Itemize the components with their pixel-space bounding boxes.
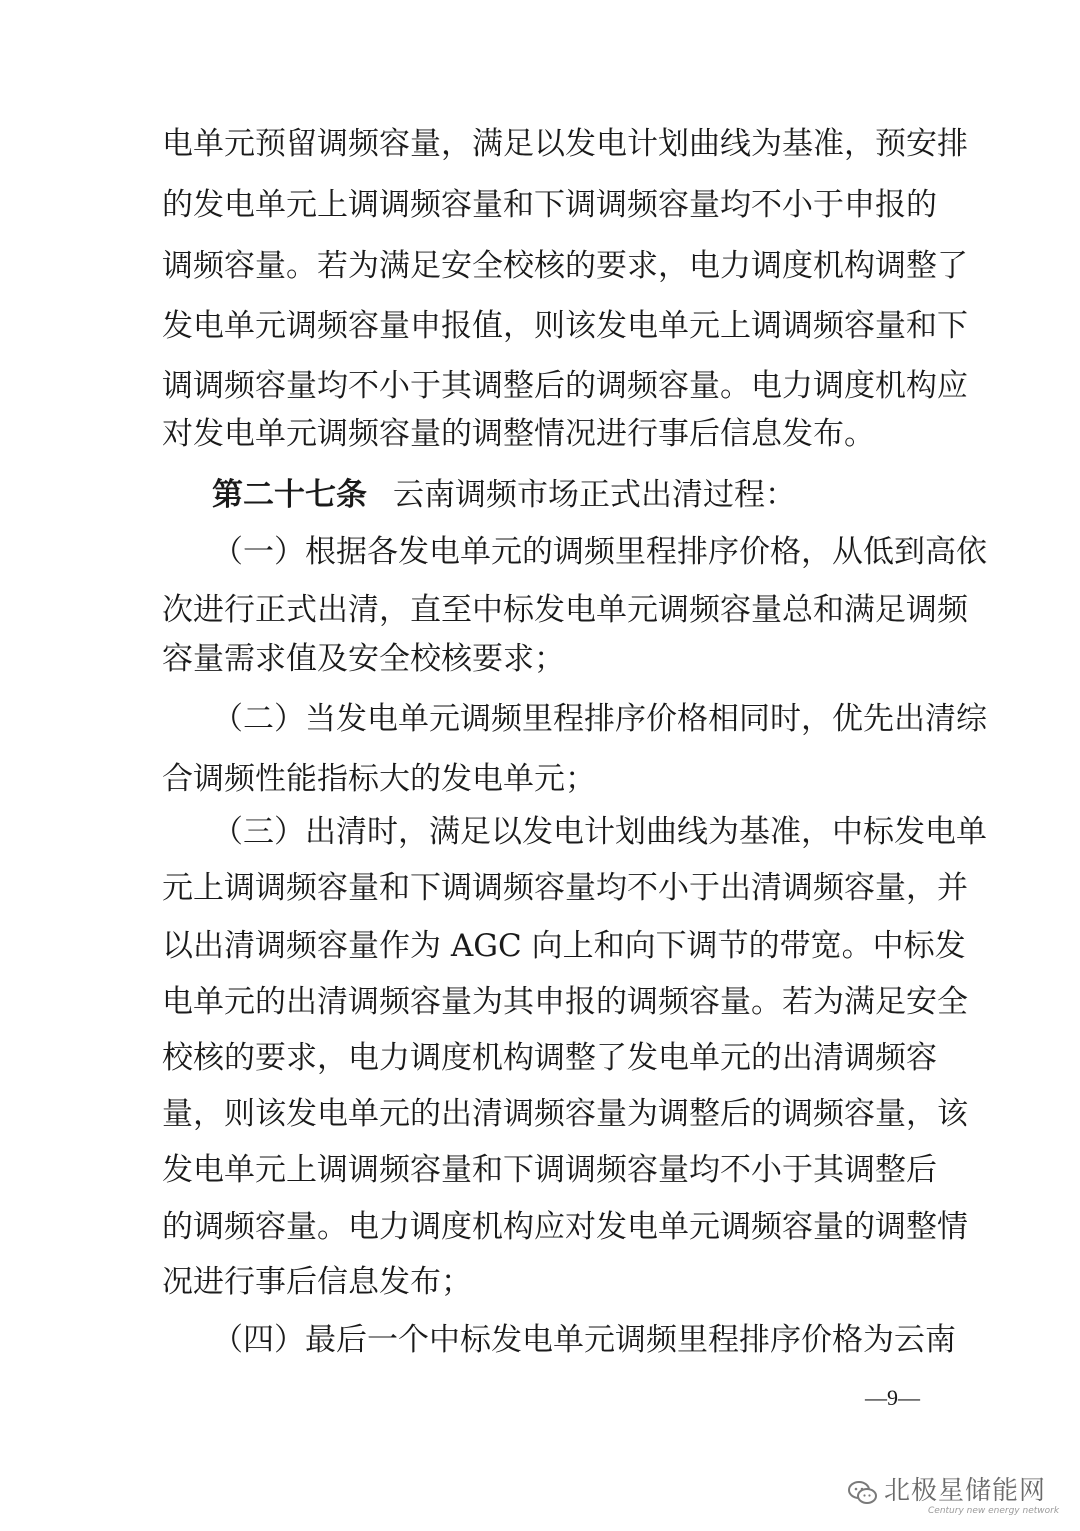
clause-line: 以出清调频容量作为 AGC 向上和向下调节的带宽。中标发 [162,928,966,964]
clause-line: （四）最后一个中标发电单元调频里程排序价格为云南 [212,1322,956,1358]
body-line: 调频容量。若为满足安全校核的要求，电力调度机构调整了 [162,248,968,284]
body-line: 的发电单元上调调频容量和下调调频容量均不小于申报的 [162,187,937,223]
clause-line: 校核的要求，电力调度机构调整了发电单元的出清调频容 [162,1040,937,1076]
article-heading-line [212,475,912,515]
body-line: 调调频容量均不小于其调整后的调频容量。电力调度机构应 [162,368,968,404]
body-line: 电单元预留调频容量，满足以发电计划曲线为基准，预安排 [162,126,968,162]
clause-line: 电单元的出清调频容量为其申报的调频容量。若为满足安全 [162,984,968,1020]
watermark [848,1474,1068,1518]
clause-line: 况进行事后信息发布； [162,1264,472,1300]
page-number: —9— [865,1385,920,1410]
watermark-text: 北极星储能网 [884,1476,1047,1506]
watermark-subtext: Century new energy network [928,1506,1060,1516]
clause-line: 元上调调频容量和下调调频容量均不小于出清调频容量，并 [162,870,968,906]
clause-line: 发电单元上调调频容量和下调调频容量均不小于其调整后 [162,1152,937,1188]
body-line: 对发电单元调频容量的调整情况进行事后信息发布。 [162,416,875,452]
body-line: 发电单元调频容量申报值，则该发电单元上调调频容量和下 [162,308,968,344]
clause-line: 量，则该发电单元的出清调频容量为调整后的调频容量，该 [162,1096,968,1132]
clause-line: 合调频性能指标大的发电单元； [162,761,596,797]
clause-line: （二）当发电单元调频里程排序价格相同时，优先出清综 [212,701,987,737]
clause-line: （三）出清时，满足以发电计划曲线为基准，中标发电单 [212,814,987,850]
article-title: 云南调频市场正式出清过程： [393,477,796,513]
clause-line: 次进行正式出清，直至中标发电单元调频容量总和满足调频 [162,592,968,628]
article-number: 第二十七条 [212,477,367,513]
clause-line: 的调频容量。电力调度机构应对发电单元调频容量的调整情 [162,1209,968,1245]
wechat-icon [848,1480,878,1506]
clause-line: 容量需求值及安全校核要求； [162,641,565,677]
clause-line: （一）根据各发电单元的调频里程排序价格，从低到高依 [212,534,987,570]
